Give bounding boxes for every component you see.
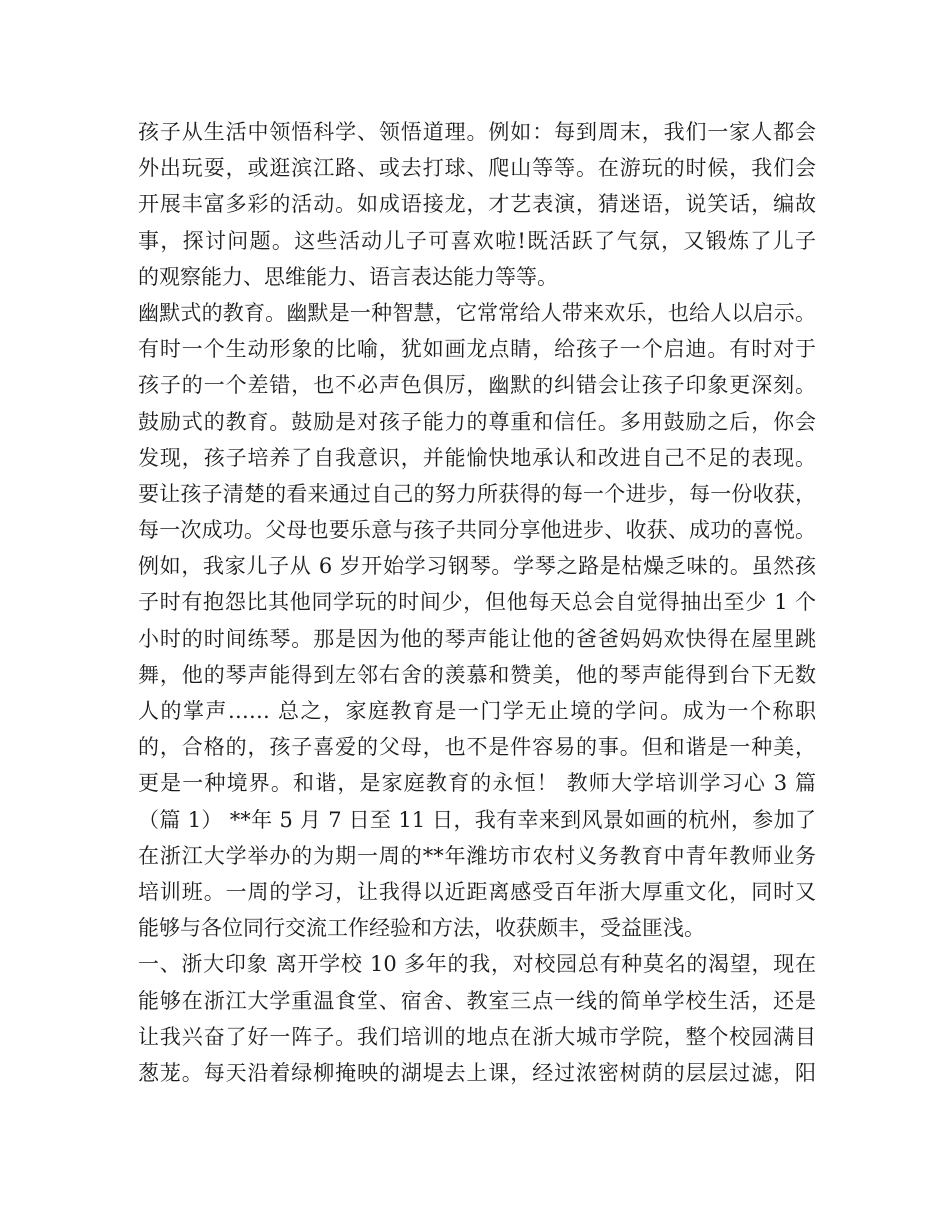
text-line: 有时一个生动形象的比喻，犹如画龙点睛，给孩子一个启迪。有时对于 [138,337,816,362]
text-line: 在浙江大学举办的为期一周的**年潍坊市农村义务教育中青年教师业务 [138,843,816,868]
text-line: 能够在浙江大学重温食堂、宿舍、教室三点一线的简单学校生活，还是 [138,988,816,1013]
text-line: 子时有抱怨比其他同学玩的时间少，但他每天总会自觉得抽出至少 1 个 [138,590,816,615]
text-line: 的观察能力、思维能力、语言表达能力等等。 [138,264,558,289]
text-line: 培训班。一周的学习，让我得以近距离感受百年浙大厚重文化，同时又 [138,879,816,904]
text-line: 人的掌声…… 总之，家庭教育是一门学无止境的学问。成为一个称职 [138,699,816,723]
text-line: 孩子的一个差错，也不必声色俱厉，幽默的纠错会让孩子印象更深刻。 [138,373,816,398]
text-line: 的，合格的，孩子喜爱的父母，也不是件容易的事。但和谐是一种美， [138,735,816,760]
text-line: 舞，他的琴声能得到左邻右舍的羡慕和赞美，他的琴声能得到台下无数 [138,662,816,687]
text-line: 让我兴奋了好一阵子。我们培训的地点在浙大城市学院，整个校园满目 [138,1024,816,1049]
text-line: 事，探讨问题。这些活动儿子可喜欢啦!既活跃了气氛，又锻炼了儿子 [138,228,816,253]
text-line: 要让孩子清楚的看来通过自己的努力所获得的每一个进步，每一份收获， [138,481,816,506]
text-line: 外出玩耍，或逛滨江路、或去打球、爬山等等。在游玩的时候，我们会 [138,156,816,181]
text-line: 葱茏。每天沿着绿柳掩映的湖堤去上课，经过浓密树荫的层层过滤，阳 [138,1060,816,1085]
text-line: 小时的时间练琴。那是因为他的琴声能让他的爸爸妈妈欢快得在屋里跳 [138,626,816,651]
document-body [138,114,838,1091]
text-line: 孩子从生活中领悟科学、领悟道理。例如：每到周末，我们一家人都会 [138,120,816,144]
text-line: 每一次成功。父母也要乐意与孩子共同分享他进步、收获、成功的喜悦。 [138,518,816,543]
text-line: 幽默式的教育。幽默是一种智慧，它常常给人带来欢乐，也给人以启示。 [138,300,816,325]
text-line: 发现，孩子培养了自我意识，并能愉快地承认和改进自己不足的表现。 [138,445,816,470]
text-line: 鼓励式的教育。鼓励是对孩子能力的尊重和信任。多用鼓励之后，你会 [138,409,816,434]
text-line: 开展丰富多彩的活动。如成语接龙，才艺表演，猜迷语，说笑话，编故 [138,192,816,217]
text-line: 更是一种境界。和谐，是家庭教育的永恒！ 教师大学培训学习心 3 篇 [138,771,816,796]
text-line: （篇 1） **年 5 月 7 日至 11 日，我有幸来到风景如画的杭州，参加了 [138,807,816,832]
text-line: 例如，我家儿子从 6 岁开始学习钢琴。学琴之路是枯燥乏味的。虽然孩 [138,554,816,579]
text-line: 一、浙大印象 离开学校 10 多年的我，对校园总有种莫名的渴望，现在 [138,952,816,977]
text-line: 能够与各位同行交流工作经验和方法，收获颇丰，受益匪浅。 [138,916,705,941]
